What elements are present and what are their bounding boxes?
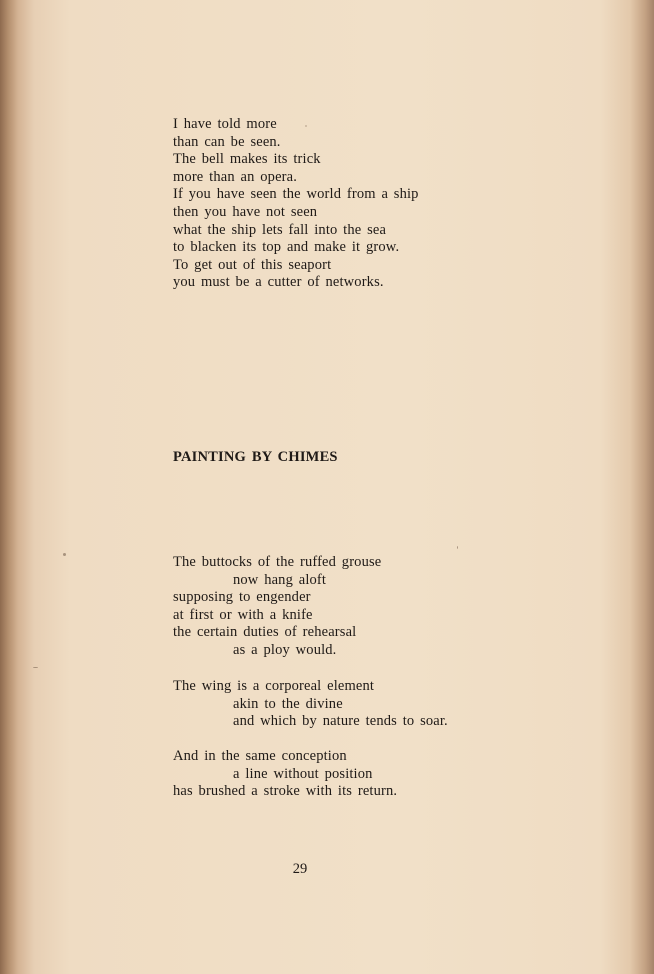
poem-fragment-stanza [173,116,419,292]
poem-line: The bell makes its trick [173,151,321,168]
poem-line-indented: now hang aloft [233,571,327,588]
poem-line: The wing is a corporeal element [173,678,375,694]
poem-line: at first or with a knife [173,606,313,623]
poem-line: then you have not seen [173,203,318,220]
poem-line: more than an opera. [173,168,297,185]
poem-line: To get out of this seaport [173,256,332,273]
poem-line: The buttocks of the ruffed grouse [173,554,382,570]
poem-line-indented: and which by nature tends to soar. [233,713,448,730]
paper-speck [457,546,458,549]
poem-line: than can be seen. [173,133,281,150]
poem-stanza-2 [173,678,448,731]
paper-speck [33,667,38,668]
paper-speck [63,553,66,556]
poem-line: the certain duties of rehearsal [173,624,357,641]
poem-line-indented: a line without position [233,765,373,782]
page-number: 29 [292,861,308,877]
poem-line: If you have seen the world from a ship [173,186,419,203]
poem-line-indented: as a ploy would. [233,641,337,658]
poem-line-indented: akin to the divine [233,695,343,712]
poem-stanza-3 [173,748,397,801]
poem-title: PAINTING BY CHIMES [173,449,338,465]
paper-speck [305,125,307,127]
poem-line: what the ship lets fall into the sea [173,221,387,238]
poem-line: to blacken its top and make it grow. [173,239,400,256]
poem-line: has brushed a stroke with its return. [173,783,398,800]
poem-line: I have told more [173,116,277,132]
poem-line: you must be a cutter of networks. [173,274,384,291]
poem-stanza-1 [173,554,381,660]
poem-line: supposing to engender [173,589,311,606]
poem-line: And in the same conception [173,748,347,764]
